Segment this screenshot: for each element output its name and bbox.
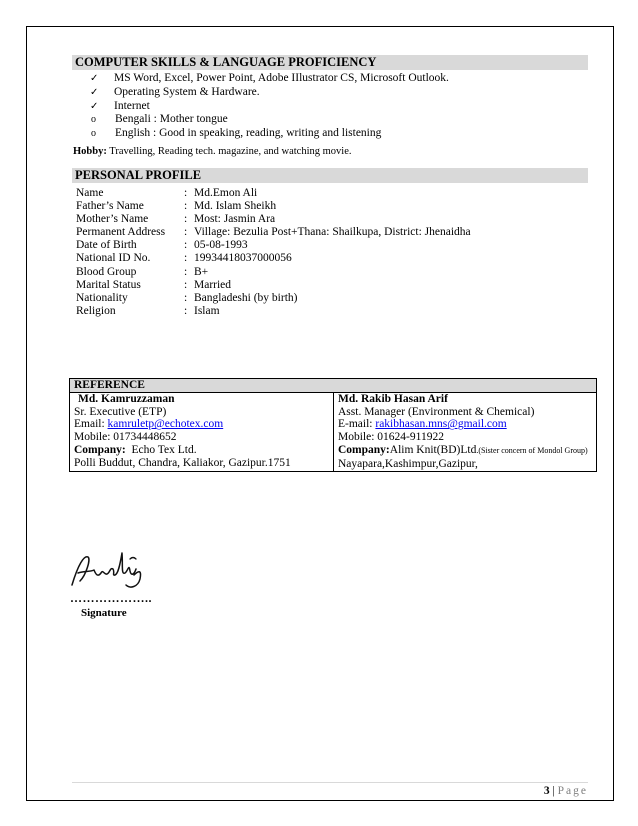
reference-heading: REFERENCE [70, 379, 597, 393]
hobby-line: Hobby: Travelling, Reading tech. magazine, and watching movie. [73, 146, 352, 157]
profile-row: Religion : Islam [76, 304, 220, 317]
page-footer: 3 | Page [543, 785, 588, 797]
profile-row: Date of Birth : 05-08-1993 [76, 239, 248, 252]
checkmark-icon: ✓ [90, 86, 99, 98]
reference-1-title: Sr. Executive (ETP) [74, 405, 167, 418]
reference-1-mobile: Mobile: 01734448652 [74, 431, 177, 444]
reference-1-name: Md. Kamruzzaman [78, 392, 175, 405]
circle-bullet-icon: o [91, 114, 96, 126]
reference-2-email-link[interactable]: rakibhasan.mns@gmail.com [375, 418, 507, 431]
list-item: o English : Good in speaking, reading, writing and listening [91, 127, 382, 140]
reference-2-address: Nayapara,Kashimpur,Gazipur, [338, 457, 478, 470]
personal-profile-list [76, 187, 471, 318]
handwritten-signature [68, 545, 148, 593]
profile-row: Marital Status : Married [76, 278, 232, 291]
list-item: ✓ Operating System & Hardware. [90, 85, 260, 98]
reference-2 [334, 392, 597, 471]
reference-2-mobile: Mobile: 01624-911922 [338, 431, 444, 444]
page-label: Page [557, 785, 588, 797]
personal-profile-heading: PERSONAL PROFILE [72, 168, 588, 183]
reference-row [70, 392, 597, 471]
computer-skills-heading: COMPUTER SKILLS & LANGUAGE PROFICIENCY [72, 55, 588, 70]
circle-bullet-icon: o [91, 128, 96, 140]
footer-divider [72, 782, 588, 783]
skills-list [90, 72, 449, 141]
reference-1-email-line: Email: kamruletp@echotex.com [74, 418, 224, 431]
list-item: ✓ MS Word, Excel, Power Point, Adobe IIlustrator CS, Microsoft Outlook. [90, 72, 449, 84]
page-number: 3 [543, 785, 550, 797]
signature-dots: ……………….. [70, 591, 152, 605]
reference-1-email-link[interactable]: kamruletp@echotex.com [107, 418, 224, 431]
reference-2-title: Asst. Manager (Environment & Chemical) [338, 405, 535, 418]
reference-table [69, 378, 597, 472]
list-item: ✓ Internet [90, 99, 150, 112]
profile-row: National ID No. : 19934418037000056 [76, 252, 292, 265]
reference-1-address: Polli Buddut, Chandra, Kaliakor, Gazipur.1751 [74, 456, 291, 469]
reference-1 [70, 392, 334, 471]
profile-row: Permanent Address : Village: Bezulia Post+Thana: Shailkupa, District: Jhenaidha [76, 226, 471, 239]
signature-label: Signature [81, 607, 127, 619]
reference-2-email-line: E-mail: rakibhasan.mns@gmail.com [338, 418, 507, 431]
profile-row: Mother’s Name : Most: Jasmin Ara [76, 213, 276, 226]
checkmark-icon: ✓ [90, 100, 99, 112]
reference-2-company: Company:Alim Knit(BD)Ltd.(Sister concern of Mondol Group) [338, 443, 588, 456]
profile-row: Nationality : Bangladeshi (by birth) [76, 291, 298, 304]
checkmark-icon: ✓ [90, 73, 99, 84]
reference-1-company: Company: Echo Tex Ltd. [74, 443, 197, 456]
profile-row: Blood Group : B+ [76, 265, 209, 278]
profile-row: Father’s Name : Md. Islam Sheikh [76, 200, 277, 213]
reference-heading-row [70, 379, 597, 393]
list-item: o Bengali : Mother tongue [91, 113, 228, 126]
profile-row: Name : Md.Emon Ali [76, 187, 258, 199]
reference-2-name: Md. Rakib Hasan Arif [338, 392, 448, 405]
